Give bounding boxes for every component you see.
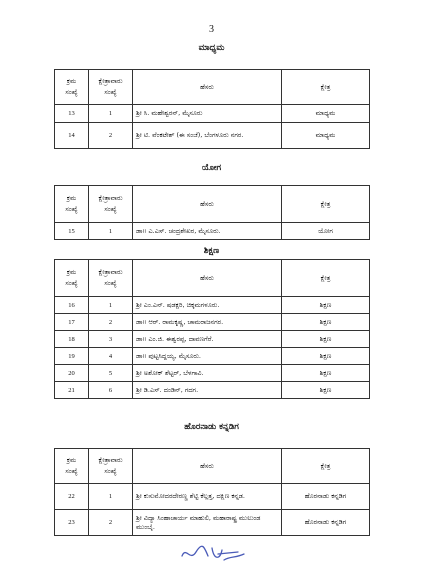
- serial-no: 22: [55, 484, 89, 510]
- table-media: [54, 69, 370, 149]
- section-heading-education: ಶಿಕ್ಷಣ: [203, 246, 220, 256]
- table-header-row: [55, 260, 370, 297]
- serial-no: 16: [55, 297, 89, 314]
- serial-no: 13: [55, 105, 89, 123]
- table-row: [55, 123, 370, 149]
- col-name: ಹೆಸರು: [133, 186, 282, 223]
- member-field: ಶಿಕ್ಷಣ: [282, 365, 370, 382]
- member-name: ಶ್ರೀ ಡಿ.ಎಸ್. ದಂಡಿನ್, ಗದಗ.: [133, 382, 282, 399]
- table-yoga: [54, 185, 370, 240]
- section-heading-horanadu: ಹೊರನಾಡು ಕನ್ನಡಿಗ: [184, 422, 239, 432]
- field-serial-no: 3: [89, 331, 133, 348]
- col-serial: ಕ್ರಮ ಸಂಖ್ಯೆ: [55, 186, 89, 223]
- field-serial-no: 5: [89, 365, 133, 382]
- table-education: [54, 259, 370, 399]
- serial-no: 23: [55, 510, 89, 536]
- col-field: ಕ್ಷೇತ್ರ: [282, 70, 370, 105]
- member-field: ಯೋಗ: [282, 223, 370, 240]
- col-field: ಕ್ಷೇತ್ರ: [282, 449, 370, 484]
- field-serial-no: 1: [89, 484, 133, 510]
- field-serial-no: 2: [89, 510, 133, 536]
- table-row: [55, 484, 370, 510]
- table-row: [55, 382, 370, 399]
- section-heading-yoga: ಯೋಗ: [201, 163, 222, 173]
- member-field: ಶಿಕ್ಷಣ: [282, 382, 370, 399]
- table-row: [55, 297, 370, 314]
- member-name: ಶ್ರೀ ಎಂ.ಎನ್. ಷಡಕ್ಷರಿ, ಚಿಕ್ಕಮಗಳೂರು.: [133, 297, 282, 314]
- member-name: ಶ್ರೀ ಕುಸುಮೋದರದೇರಣ್ಣ ಶೆಟ್ಟಿ ಕೆಲ್ಲತ್ತ, ದಕ್ಷಿಣ ಕನ್ನಡ.: [133, 484, 282, 510]
- table-row: [55, 365, 370, 382]
- col-field: ಕ್ಷೇತ್ರ: [282, 186, 370, 223]
- field-serial-no: 1: [89, 105, 133, 123]
- field-serial-no: 2: [89, 123, 133, 149]
- serial-no: 21: [55, 382, 89, 399]
- field-serial-no: 4: [89, 348, 133, 365]
- col-name: ಹೆಸರು: [133, 449, 282, 484]
- member-field: ಹೊರನಾಡು ಕನ್ನಡಿಗ: [282, 484, 370, 510]
- col-field-serial: ಕ್ಷೇತ್ರಾವಾರು ಸಂಖ್ಯೆ: [89, 186, 133, 223]
- table-row: [55, 223, 370, 240]
- member-name: ಡಾ॥ ಪುಟ್ಟಸಿದ್ದಯ್ಯ, ಮೈಸೂರು.: [133, 348, 282, 365]
- table-row: [55, 314, 370, 331]
- member-field: ಮಾಧ್ಯಮ: [282, 105, 370, 123]
- table-row: [55, 348, 370, 365]
- member-field: ಶಿಕ್ಷಣ: [282, 348, 370, 365]
- field-serial-no: 2: [89, 314, 133, 331]
- member-name: ಶ್ರೀ ವಿದ್ಯಾ ಸಿಂಹಾಚಾರ್ಯ ಮಾಹುಲಿ, ಮಹಾರಾಷ್ಟ್ರ ಮುಲುಂಡ ಮುಂಬೈ.: [133, 510, 282, 536]
- table-row: [55, 105, 370, 123]
- member-field: ಶಿಕ್ಷಣ: [282, 314, 370, 331]
- field-serial-no: 1: [89, 223, 133, 240]
- member-field: ಶಿಕ್ಷಣ: [282, 331, 370, 348]
- member-field: ಹೊರನಾಡು ಕನ್ನಡಿಗ: [282, 510, 370, 536]
- member-field: ಶಿಕ್ಷಣ: [282, 297, 370, 314]
- member-name: ಶ್ರೀ ಸಿ. ಮಹೇಶ್ವರನ್, ಮೈಸೂರು: [133, 105, 282, 123]
- member-name: ಡಾ॥ ಎಂ.ಜಿ. ಈಶ್ವರಪ್ಪ, ದಾವಣಗೆರೆ.: [133, 331, 282, 348]
- serial-no: 17: [55, 314, 89, 331]
- member-name: ಡಾ॥ ಎ.ಎಸ್. ಚಂದ್ರಶೇಖರ, ಮೈಸೂರು.: [133, 223, 282, 240]
- serial-no: 18: [55, 331, 89, 348]
- col-serial: ಕ್ರಮ ಸಂಖ್ಯೆ: [55, 70, 89, 105]
- member-name: ಶ್ರೀ ಟಿ. ವೆಂಕಟೇಶ್ (ಈ ಸಂಜೆ), ಬೆಂಗಳೂರು ನಗರ.: [133, 123, 282, 149]
- member-field: ಮಾಧ್ಯಮ: [282, 123, 370, 149]
- serial-no: 20: [55, 365, 89, 382]
- serial-no: 14: [55, 123, 89, 149]
- col-field: ಕ್ಷೇತ್ರ: [282, 260, 370, 297]
- field-serial-no: 6: [89, 382, 133, 399]
- table-header-row: [55, 449, 370, 484]
- field-serial-no: 1: [89, 297, 133, 314]
- col-name: ಹೆಸರು: [133, 70, 282, 105]
- signature-mark: [178, 542, 248, 566]
- col-serial: ಕ್ರಮ ಸಂಖ್ಯೆ: [55, 449, 89, 484]
- table-header-row: [55, 70, 370, 105]
- member-name: ಡಾ॥ ಆರ್. ರಾಮಕೃಷ್ಣ, ಚಾಮರಾಜನಗರ.: [133, 314, 282, 331]
- table-row: [55, 331, 370, 348]
- member-name: ಶ್ರೀ ಅಶೋಕ್ ಶೆಟ್ಟರ್, ಬೆಳಗಾವಿ.: [133, 365, 282, 382]
- table-horanadu: [54, 448, 370, 536]
- table-header-row: [55, 186, 370, 223]
- col-name: ಹೆಸರು: [133, 260, 282, 297]
- col-field-serial: ಕ್ಷೇತ್ರಾವಾರು ಸಂಖ್ಯೆ: [89, 449, 133, 484]
- page-number: 3: [209, 24, 214, 35]
- section-heading-media: ಮಾಧ್ಯಮ: [198, 43, 225, 53]
- serial-no: 19: [55, 348, 89, 365]
- col-serial: ಕ್ರಮ ಸಂಖ್ಯೆ: [55, 260, 89, 297]
- col-field-serial: ಕ್ಷೇತ್ರಾವಾರು ಸಂಖ್ಯೆ: [89, 70, 133, 105]
- serial-no: 15: [55, 223, 89, 240]
- table-row: [55, 510, 370, 536]
- col-field-serial: ಕ್ಷೇತ್ರಾವಾರು ಸಂಖ್ಯೆ: [89, 260, 133, 297]
